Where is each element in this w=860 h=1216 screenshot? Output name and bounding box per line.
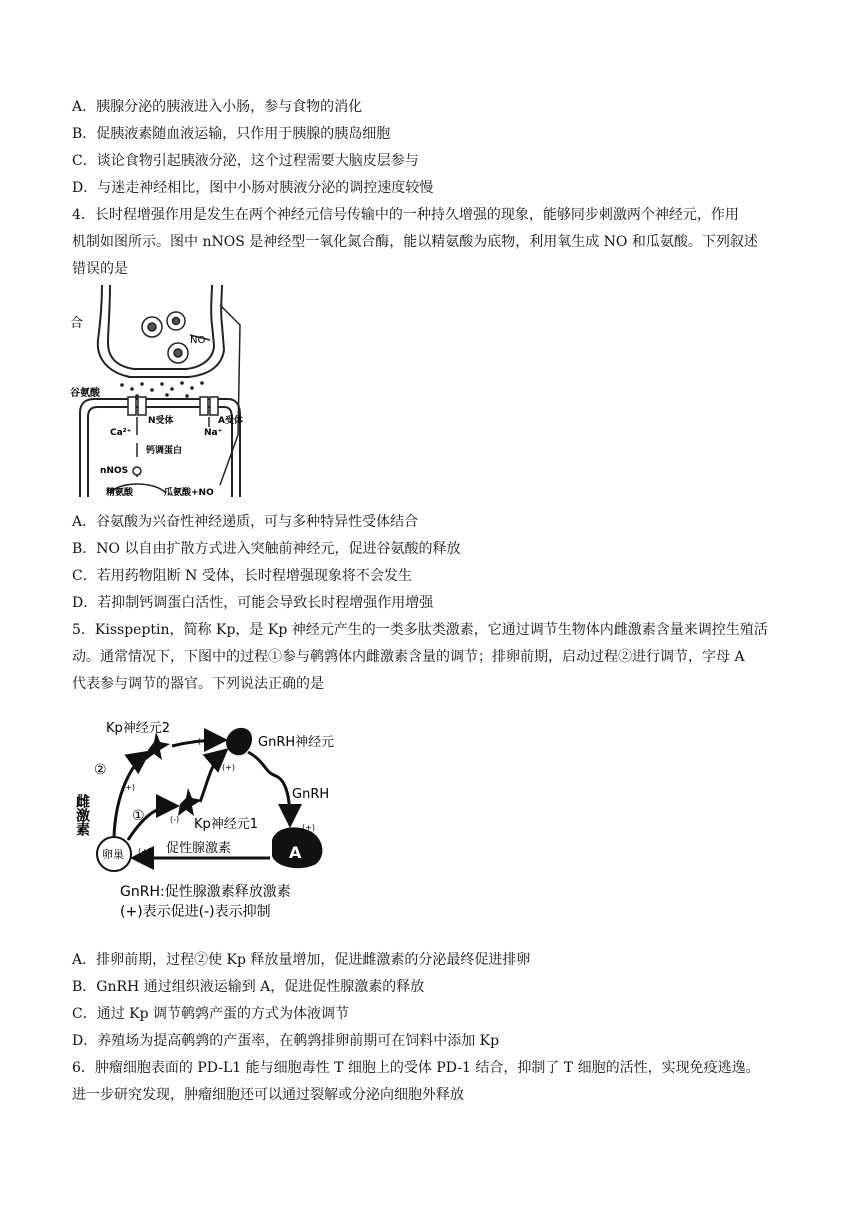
q5-option-c: C．通过 Kp 调节鹌鹑产蛋的方式为体液调节 [72, 1006, 350, 1022]
fig2-label-process1: ① [132, 808, 145, 824]
fig1-label-calmodulin: 钙调蛋白 [146, 446, 183, 456]
fig2-label-gnrh-neuron: GnRH神经元 [258, 735, 335, 750]
fig2-plus-gnrh: (+) [198, 737, 211, 746]
q4-option-c: C．若用药物阻断 N 受体，长时程增强现象将不会发生 [72, 568, 412, 584]
q5-stem-line1: 5．Kisspeptin，简称 Kp，是 Kp 神经元产生的一类多肽类激素，它通过调节生物体内雌激素含量来调控生殖活 [72, 622, 768, 638]
q6-stem-line2: 进一步研究发现，肿瘤细胞还可以通过裂解或分泌向细胞外释放 [72, 1087, 464, 1103]
fig1-label-no: NO [190, 335, 206, 346]
fig1-label-he: 合 [70, 316, 84, 331]
fig1-label-na: Na⁺ [204, 428, 223, 438]
fig2-label-kp2: Kp神经元2 [106, 721, 171, 736]
fig1-label-ca: Ca²⁺ [110, 428, 132, 438]
fig1-label-a-receptor: A受体 [218, 416, 243, 426]
q4-option-a: A．谷氨酸为兴奋性神经递质，可与多种特异性受体结合 [72, 514, 419, 530]
q3-option-c: C．谈论食物引起胰液分泌，这个过程需要大脑皮层参与 [72, 153, 419, 169]
fig2-label-process2: ② [94, 762, 107, 778]
kp-regulation-diagram [76, 712, 366, 932]
fig1-label-n-receptor: N受体 [148, 416, 174, 426]
fig1-label-glutamate: 谷氨酸 [70, 388, 100, 399]
fig2-label-gonadotropin: 促性腺激素 [166, 841, 232, 856]
q4-option-d: D．若抑制钙调蛋白活性，可能会导致长时程增强作用增强 [72, 595, 434, 611]
q5-stem-line3: 代表参与调节的器官。下列说法正确的是 [72, 676, 324, 692]
q3-option-d: D．与迷走神经相比，图中小肠对胰液分泌的调控速度较慢 [72, 180, 434, 196]
q5-stem-line2: 动。通常情况下，下图中的过程①参与鹌鹑体内雌激素含量的调节；排卵前期，启动过程②进行调节，字母 A [72, 649, 745, 665]
fig2-plus-kp1: (+) [222, 763, 235, 772]
fig2-label-organ-a: A [289, 843, 302, 862]
fig2-plus-a: (+) [302, 823, 315, 832]
fig2-legend-line1: GnRH:促性腺激素释放激素 [120, 884, 291, 900]
fig1-label-nnos: nNOS [100, 466, 129, 476]
synapse-diagram [70, 285, 250, 497]
fig2-legend-line2: (+)表示促进(-)表示抑制 [120, 904, 271, 920]
fig2-label-gnrh: GnRH [292, 787, 330, 802]
fig1-label-citrulline: 瓜氨酸+NO [164, 488, 214, 498]
q6-stem-line1: 6．肿瘤细胞表面的 PD-L1 能与细胞毒性 T 细胞上的受体 PD-1 结合，抑制了 T 细胞的活性，实现免疫逃逸。 [72, 1060, 760, 1076]
q4-stem-line2: 机制如图所示。图中 nNOS 是神经型一氧化氮合酶，能以精氨酸为底物，利用氧生成 NO 和瓜氨酸。下列叙述 [72, 234, 758, 250]
fig2-plus-kp2: (+) [122, 783, 135, 792]
fig2-label-kp1: Kp神经元1 [194, 817, 259, 832]
q4-stem-line3: 错误的是 [72, 261, 128, 277]
q5-option-d: D．养殖场为提高鹌鹑的产蛋率，在鹌鹑排卵前期可在饲料中添加 Kp [72, 1033, 500, 1049]
q4-stem-line1: 4．长时程增强作用是发生在两个神经元信号传输中的一种持久增强的现象，能够同步刺激两个神经元，作用 [72, 207, 739, 223]
q5-option-b: B．GnRH 通过组织液运输到 A，促进促性腺激素的释放 [72, 979, 425, 995]
fig1-label-arginine: 精氨酸 [106, 488, 134, 498]
q5-option-a: A．排卵前期，过程②使 Kp 释放量增加，促进雌激素的分泌最终促进排卵 [72, 952, 531, 968]
fig2-label-estrogen: 雌激素 [74, 794, 90, 836]
q4-option-b: B．NO 以自由扩散方式进入突触前神经元，促进谷氨酸的释放 [72, 541, 461, 557]
fig2-minus-kp1: (-) [170, 815, 180, 824]
q3-option-b: B．促胰液素随血液运输，只作用于胰腺的胰岛细胞 [72, 126, 391, 142]
q3-option-a: A．胰腺分泌的胰液进入小肠，参与食物的消化 [72, 99, 363, 115]
fig2-label-ovary: 卵巢 [102, 848, 124, 861]
fig2-plus-ovary: (+) [138, 847, 151, 856]
